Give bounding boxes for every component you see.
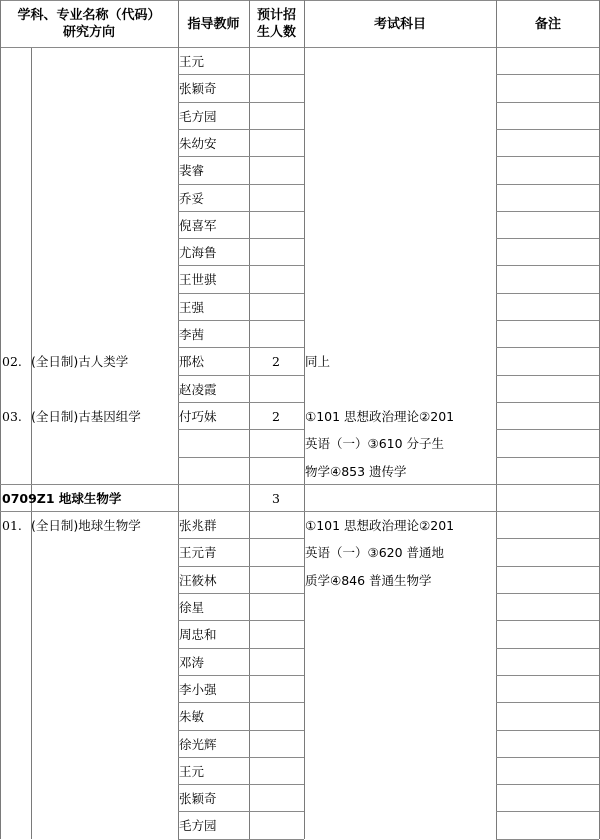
- header-quota: 预计招 生人数: [256, 8, 296, 40]
- quota-count: [250, 266, 302, 293]
- tutor-name: 张颖奇: [179, 81, 217, 97]
- tutor-name: 张颖奇: [179, 791, 217, 807]
- row-divider: [496, 593, 599, 594]
- header-tutor: 指导教师: [187, 16, 240, 32]
- tutor-name: 周忠和: [179, 627, 217, 643]
- row-divider: [496, 184, 599, 185]
- tutor-name: 王世骐: [179, 272, 217, 288]
- direction-code: 03.: [2, 408, 22, 424]
- tutor-name: 毛方园: [179, 108, 217, 124]
- quota-count: [250, 212, 302, 239]
- tutor-name: 邓涛: [179, 654, 205, 670]
- major-name: (全日制)古人类学: [31, 354, 129, 370]
- tutor-name: 付巧妹: [179, 408, 217, 424]
- exam-subjects: 质学④846 普通生物学: [305, 572, 432, 588]
- row-divider: [496, 702, 599, 703]
- row-divider: [496, 320, 599, 321]
- quota-count: [250, 812, 302, 839]
- quota-count: [250, 676, 302, 703]
- row-divider: [496, 429, 599, 430]
- major-name: (全日制)地球生物学: [31, 518, 141, 534]
- tutor-name: 邢松: [179, 354, 205, 370]
- quota-count: [250, 48, 302, 75]
- quota-count: [250, 703, 302, 730]
- quota-count: 2: [272, 354, 280, 370]
- header-major: 学科、专业名称（代码） 研究方向: [17, 8, 161, 40]
- quota-count: [250, 758, 302, 785]
- tutor-name: 李小强: [179, 681, 217, 697]
- column-divider: [496, 0, 497, 839]
- tutor-name: 裴睿: [179, 163, 205, 179]
- quota-count: [250, 567, 302, 594]
- quota-count: [250, 294, 302, 321]
- major-cell: [2, 512, 141, 539]
- quota-count: [250, 649, 302, 676]
- row-divider: [496, 265, 599, 266]
- row-divider: [496, 457, 599, 458]
- row-divider: [496, 402, 599, 403]
- exam-subjects: ①101 思想政治理论②201: [305, 518, 455, 534]
- tutor-name: 尤海鲁: [179, 245, 217, 261]
- quota-count: [250, 539, 302, 566]
- direction-code: 02.: [2, 354, 22, 370]
- row-divider: [496, 238, 599, 239]
- row-divider: [496, 675, 599, 676]
- row-divider: [496, 129, 599, 130]
- tutor-name: 汪筱林: [179, 572, 217, 588]
- quota-count: [250, 430, 302, 457]
- row-divider: [496, 375, 599, 376]
- row-divider: [496, 648, 599, 649]
- row-divider: [496, 620, 599, 621]
- quota-count: [250, 621, 302, 648]
- quota-count: [250, 512, 302, 539]
- tutor-name: 张兆群: [179, 518, 217, 534]
- exam-subjects: 英语（一）③620 普通地: [305, 545, 445, 561]
- row-divider: [496, 74, 599, 75]
- row-divider: [496, 538, 599, 539]
- table-top-border: [0, 0, 600, 1]
- exam-subjects: 英语（一）③610 分子生: [305, 436, 445, 452]
- row-divider: [496, 784, 599, 785]
- header-note: 备注: [534, 16, 561, 32]
- major-cell: [2, 348, 128, 375]
- tutor-name: 徐光辉: [179, 736, 217, 752]
- header-exam: 考试科目: [373, 16, 426, 32]
- quota-count: [250, 458, 302, 485]
- tutor-name: 毛方园: [179, 818, 217, 834]
- code-gutter-line: [31, 48, 32, 839]
- tutor-name: 王元青: [179, 545, 217, 561]
- direction-code: 01.: [2, 518, 22, 534]
- quota-count: [250, 185, 302, 212]
- quota-count: [250, 731, 302, 758]
- row-divider: [496, 347, 599, 348]
- row-divider: [496, 566, 599, 567]
- row-divider: [496, 102, 599, 103]
- major-cell: [2, 485, 121, 512]
- row-divider: [496, 730, 599, 731]
- row-divider: [496, 156, 599, 157]
- quota-count: [250, 239, 302, 266]
- quota-count: [250, 785, 302, 812]
- quota-count: [250, 75, 302, 102]
- exam-subjects: 同上: [305, 354, 331, 370]
- major-cell: [2, 403, 141, 430]
- quota-count: [250, 594, 302, 621]
- tutor-name: 王强: [179, 299, 205, 315]
- tutor-name: 乔妥: [179, 190, 205, 206]
- quota-count: [250, 103, 302, 130]
- tutor-name: 王元: [179, 54, 205, 69]
- quota-count: [250, 130, 302, 157]
- column-divider: [0, 0, 1, 839]
- major-name: (全日制)古基因组学: [31, 408, 141, 424]
- exam-subjects: ①101 思想政治理论②201: [305, 408, 455, 424]
- quota-count: 2: [272, 408, 280, 424]
- tutor-name: 倪喜军: [179, 217, 217, 233]
- tutor-name: 王元: [179, 763, 205, 779]
- tutor-name: 朱敏: [179, 709, 205, 725]
- row-divider: [496, 211, 599, 212]
- row-divider: [496, 293, 599, 294]
- tutor-name: 徐星: [179, 600, 205, 615]
- quota-count: 3: [272, 490, 280, 506]
- major-name: 0709Z1 地球生物学: [2, 490, 122, 506]
- tutor-name: 李茜: [179, 327, 205, 342]
- exam-subjects: 物学④853 遗传学: [305, 463, 407, 479]
- row-divider: [496, 757, 599, 758]
- tutor-name: 朱幼安: [179, 135, 217, 151]
- tutor-name: 赵凌霞: [179, 381, 217, 397]
- quota-count: [250, 157, 302, 184]
- quota-count: [250, 321, 302, 348]
- quota-count: [250, 376, 302, 403]
- row-divider: [496, 811, 599, 812]
